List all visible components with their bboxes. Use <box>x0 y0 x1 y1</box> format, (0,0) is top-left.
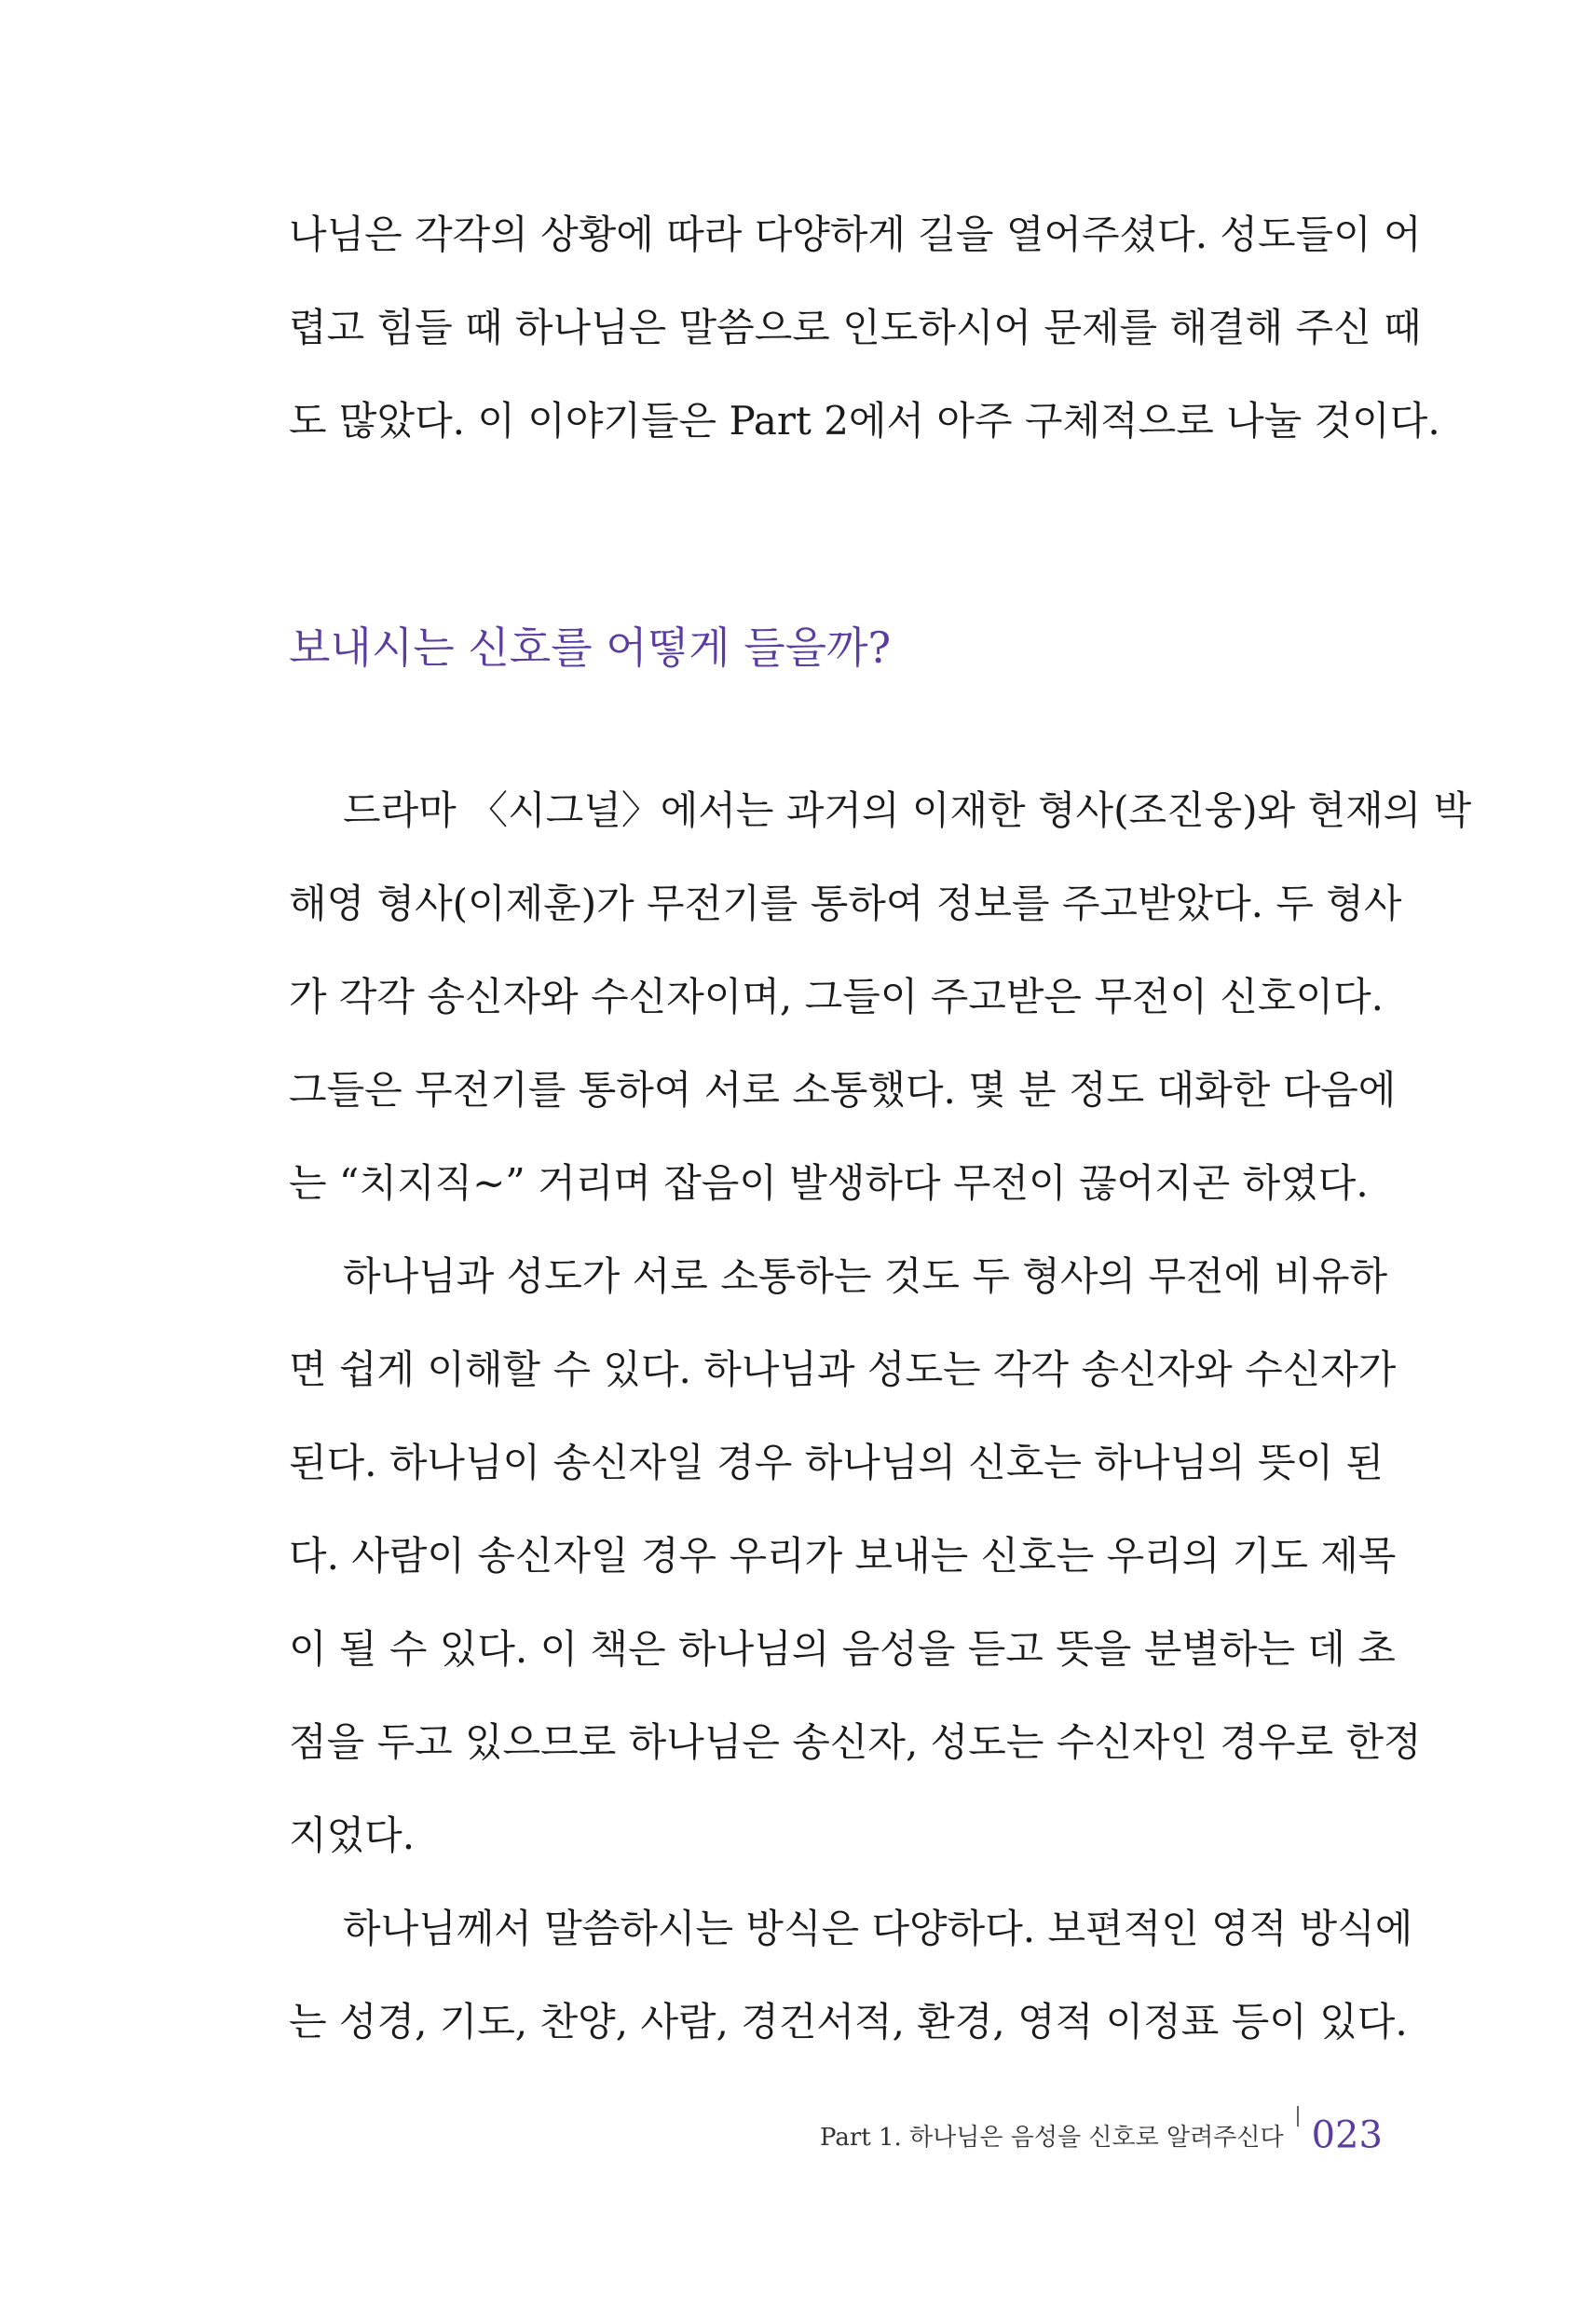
body-line: 하나님께서 말씀하시는 방식은 다양하다. 보편적인 영적 방식에 <box>343 1906 1413 1951</box>
page-number: 023 <box>1311 2113 1383 2157</box>
section-heading: 보내시는 신호를 어떻게 들을까? <box>289 622 892 673</box>
body-line: 도 많았다. 이 이야기들은 Part 2에서 아주 구체적으로 나눌 것이다. <box>289 398 1440 444</box>
body-line: 렵고 힘들 때 하나님은 말씀으로 인도하시어 문제를 해결해 주신 때 <box>289 305 1422 350</box>
body-line: 가 각각 송신자와 수신자이며, 그들이 주고받은 무전이 신호이다. <box>289 974 1385 1019</box>
body-line: 드라마 〈시그널〉에서는 과거의 이재한 형사(조진웅)와 현재의 박 <box>343 787 1472 833</box>
body-line: 지었다. <box>289 1812 416 1858</box>
body-line: 된다. 하나님이 송신자일 경우 하나님의 신호는 하나님의 뜻이 된 <box>289 1440 1385 1485</box>
running-title: Part 1. 하나님은 음성을 신호로 알려주신다 <box>820 2124 1284 2152</box>
page-footer <box>820 2106 1383 2162</box>
body-line: 다. 사람이 송신자일 경우 우리가 보내는 신호는 우리의 기도 제목 <box>289 1533 1397 1579</box>
body-line: 그들은 무전기를 통하여 서로 소통했다. 몇 분 정도 대화한 다음에 <box>289 1067 1397 1113</box>
body-line: 점을 두고 있으므로 하나님은 송신자, 성도는 수신자인 경우로 한정 <box>289 1719 1422 1765</box>
footer-divider <box>1297 2106 1299 2126</box>
body-line: 하나님과 성도가 서로 소통하는 것도 두 형사의 무전에 비유하 <box>343 1253 1388 1299</box>
body-line: 이 될 수 있다. 이 책은 하나님의 음성을 듣고 뜻을 분별하는 데 초 <box>289 1626 1396 1672</box>
body-line: 는 “치지직~” 거리며 잡음이 발생하다 무전이 끊어지곤 하였다. <box>289 1160 1369 1206</box>
body-line: 해영 형사(이제훈)가 무전기를 통하여 정보를 주고받았다. 두 형사 <box>289 881 1402 926</box>
body-line: 나님은 각각의 상황에 따라 다양하게 길을 열어주셨다. 성도들이 어 <box>289 212 1422 257</box>
body-line: 면 쉽게 이해할 수 있다. 하나님과 성도는 각각 송신자와 수신자가 <box>289 1347 1397 1392</box>
body-line: 는 성경, 기도, 찬양, 사람, 경건서적, 환경, 영적 이정표 등이 있다. <box>289 1999 1408 2044</box>
